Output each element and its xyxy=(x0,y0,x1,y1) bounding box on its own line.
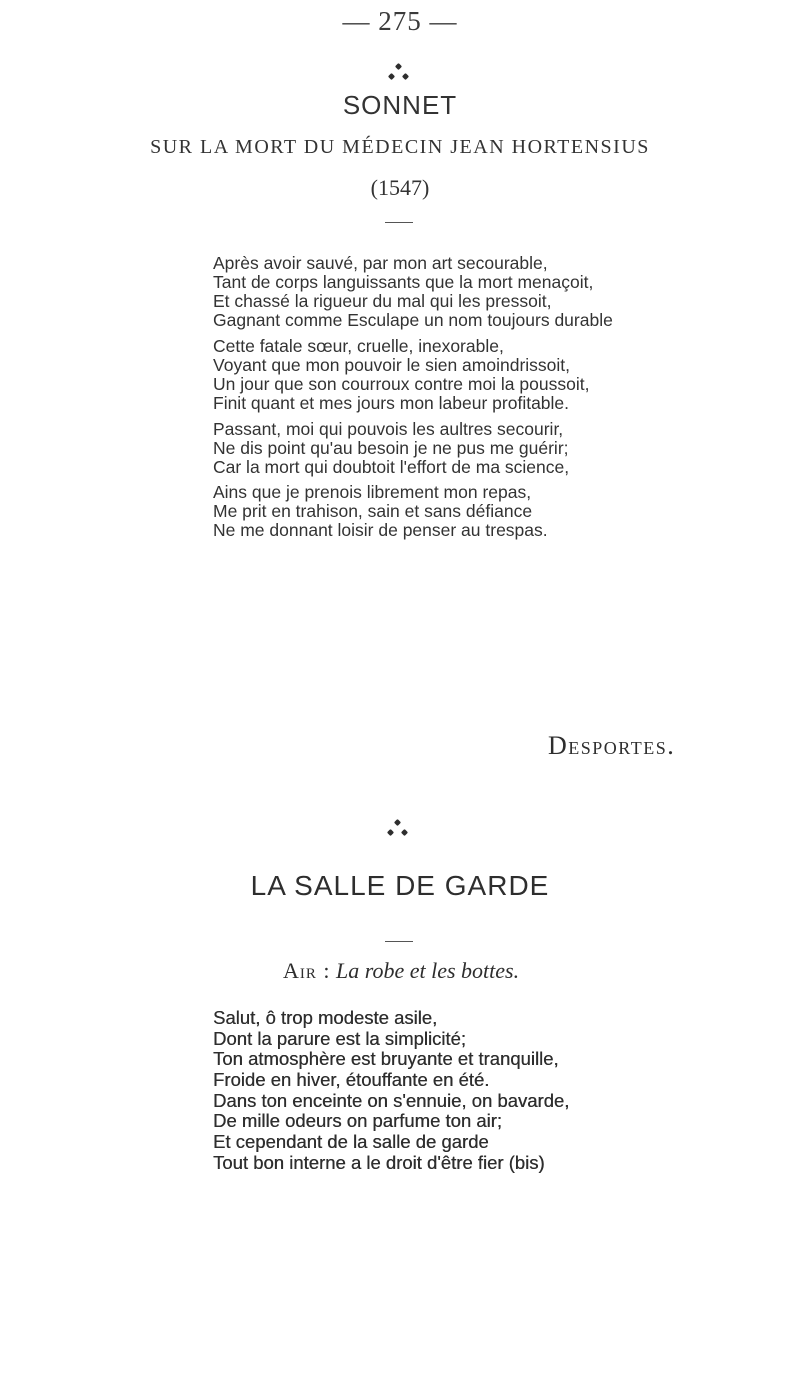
air-label: Air : xyxy=(283,958,331,983)
verse-line: Dans ton enceinte on s'ennuie, on bavarde, xyxy=(213,1089,570,1111)
sonnet-stanza-1 xyxy=(213,254,613,330)
sonnet-stanza-3 xyxy=(213,420,569,477)
verse-line: Ains que je prenois librement mon repas, xyxy=(213,482,532,502)
verse-line: Et chassé la rigueur du mal qui les pressoit, xyxy=(213,291,552,311)
air-indication xyxy=(283,958,519,984)
song-title: LA SALLE DE GARDE xyxy=(250,870,550,901)
verse-line: Voyant que mon pouvoir le sien amoindrissoit, xyxy=(213,355,571,375)
verse-line: Salut, ô trop modeste asile, xyxy=(213,1007,438,1028)
verse-line: Ne me donnant loisir de penser au trespas. xyxy=(213,520,548,540)
sonnet-stanza-2 xyxy=(213,337,589,413)
asterism-ornament xyxy=(380,62,420,86)
section-divider xyxy=(385,941,413,942)
verse-line: Tant de corps languissants que la mort menaçoit, xyxy=(213,272,594,292)
asterism-ornament xyxy=(379,818,419,842)
verse-line: Après avoir sauvé, par mon art secourable, xyxy=(213,253,548,273)
section-divider xyxy=(385,222,413,223)
verse-line: Dont la parure est la simplicité; xyxy=(213,1027,466,1049)
verse-line: Me prit en trahison, sain et sans défiance xyxy=(213,501,533,521)
verse-line: Gagnant comme Esculape un nom toujours durable xyxy=(213,310,613,330)
verse-line: Finit quant et mes jours mon labeur profitable. xyxy=(213,393,570,413)
verse-line: Un jour que son courroux contre moi la poussoit, xyxy=(213,374,590,394)
sonnet-title: SONNET xyxy=(342,90,458,120)
air-tune: La robe et les bottes. xyxy=(336,958,520,983)
sonnet-stanza-4 xyxy=(213,483,548,540)
author-signature: Desportes. xyxy=(548,731,676,760)
sonnet-year: (1547) xyxy=(370,175,430,200)
verse-line: Car la mort qui doubtoit l'effort de ma science, xyxy=(213,457,570,477)
verse-line: Passant, moi qui pouvois les aultres secourir, xyxy=(213,419,564,439)
sonnet-subtitle: SUR LA MORT DU MÉDECIN JEAN HORTENSIUS xyxy=(150,136,650,158)
verse-line: Froide en hiver, étouffante en été. xyxy=(213,1069,490,1091)
verse-line: Et cependant de la salle de garde xyxy=(213,1131,489,1153)
verse-line: Ton atmosphère est bruyante et tranquille, xyxy=(213,1048,559,1070)
song-verse xyxy=(213,1008,569,1174)
verse-line: Tout bon interne a le droit d'être fier (bis) xyxy=(213,1151,545,1173)
verse-line: De mille odeurs on parfume ton air; xyxy=(213,1110,502,1132)
verse-line: Ne dis point qu'au besoin je ne pus me guérir; xyxy=(213,438,569,458)
page-number: — 275 — xyxy=(342,6,458,36)
verse-line: Cette fatale sœur, cruelle, inexorable, xyxy=(213,336,504,356)
